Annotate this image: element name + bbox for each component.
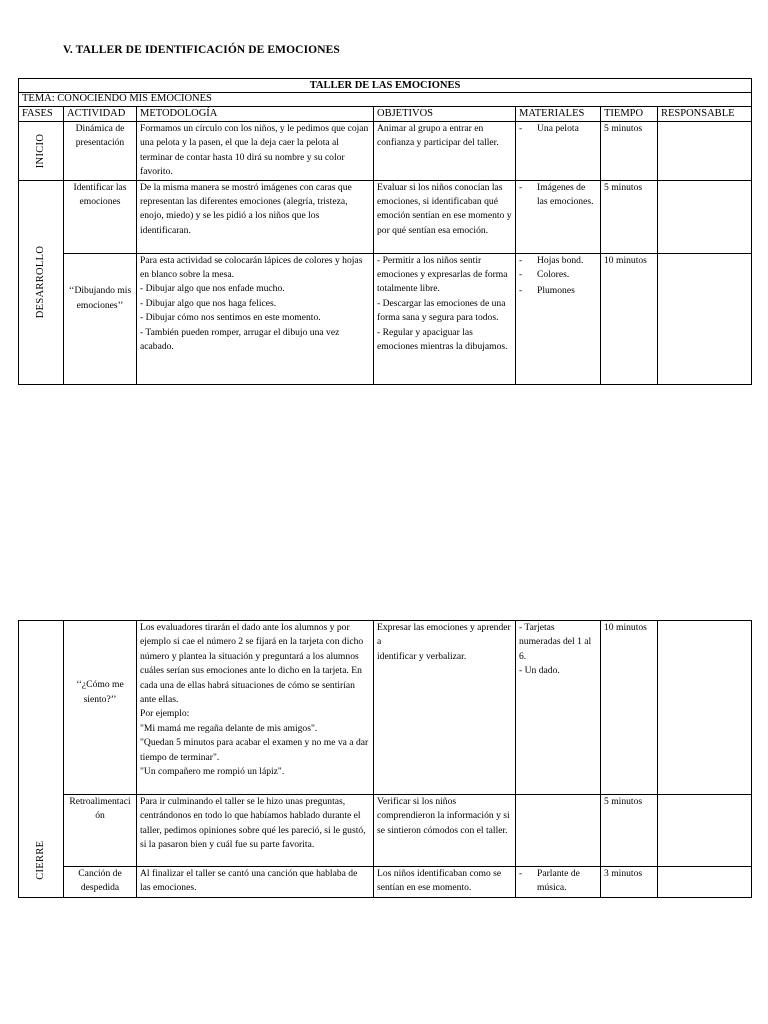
header-actividad: ACTIVIDAD <box>64 107 137 122</box>
header-responsable: RESPONSABLE <box>658 107 752 122</box>
tiempo-cell: 5 minutos <box>601 122 658 181</box>
title-row <box>19 79 752 93</box>
materiales-cell: - Una pelota <box>516 122 601 181</box>
materiales-cell <box>516 795 601 867</box>
materiales-cell: - Parlante de música. <box>516 867 601 898</box>
workshop-table-part-2 <box>18 620 752 898</box>
responsable-cell <box>658 621 752 795</box>
materiales-cell: - Hojas bond. - Colores. - Plumones <box>516 253 601 384</box>
table-row <box>19 795 752 867</box>
header-objetivos: OBJETIVOS <box>374 107 516 122</box>
materiales-cell: - Imágenes de las emociones. <box>516 180 601 253</box>
objetivos-cell: Evaluar si los niños conocían las emociones, si identificaban qué emoción sentían en ese momento y por qué sentían esa emoción. <box>374 180 516 253</box>
materiales-cell: - Tarjetas numeradas del 1 al 6. - Un dado. <box>516 621 601 795</box>
table-row <box>19 621 752 795</box>
table-row <box>19 867 752 898</box>
responsable-cell <box>658 122 752 181</box>
phase-desarrollo: DESARROLLO <box>19 180 64 384</box>
header-metodologia: METODOLOGÍA <box>137 107 374 122</box>
objetivos-cell: - Permitir a los niños sentir emociones y expresarlas de forma totalmente libre. - Descargar las emociones de una forma sana y segura para todos. - Regular y apaciguar las emociones mientras la dibujamos. <box>374 253 516 384</box>
header-materiales: MATERIALES <box>516 107 601 122</box>
metodologia-cell: Los evaluadores tirarán el dado ante los alumnos y por ejemplo si cae el número 2 se fijará en la tarjeta con dicho número y plantea la situación y preguntará a los alumnos cuáles serían sus emociones ante lo dicho en la tarjeta. En cada una de ellas habrá situaciones de cómo se sentirían ante ellas. Por ejemplo: "Mi mamá me regaña delante de mis amigos". "Quedan 5 minutos para acabar el examen y no me va a dar tiempo de terminar". "Un compañero me rompió un lápiz". <box>137 621 374 795</box>
metodologia-cell: De la misma manera se mostró imágenes con caras que representan las diferentes emociones (alegría, tristeza, enojo, miedo) y se les pidió a los niños que los identificaran. <box>137 180 374 253</box>
phase-cierre: CIERRE <box>19 621 64 898</box>
objetivos-cell: Los niños identificaban como se sentían en ese momento. <box>374 867 516 898</box>
responsable-cell <box>658 180 752 253</box>
objetivos-cell: Verificar si los niños comprendieron la información y si se sintieron cómodos con el taller. <box>374 795 516 867</box>
tiempo-cell: 3 minutos <box>601 867 658 898</box>
tiempo-cell: 10 minutos <box>601 253 658 384</box>
phase-inicio: INICIO <box>19 122 64 181</box>
table-row <box>19 253 752 384</box>
responsable-cell <box>658 253 752 384</box>
metodologia-cell: Para ir culminando el taller se le hizo unas preguntas, centrándonos en todo lo que habíamos hablado durante el taller, pedimos opiniones sobre qué les pareció, si le gustó, si la pasaron bien y cuál fue su parte favorita. <box>137 795 374 867</box>
actividad-cell: Canción de despedida <box>64 867 137 898</box>
tiempo-cell: 5 minutos <box>601 180 658 253</box>
header-fases: FASES <box>19 107 64 122</box>
header-tiempo: TIEMPO <box>601 107 658 122</box>
actividad-cell: ‘‘Dibujando mis emociones’’ <box>64 253 137 384</box>
objetivos-cell: Animar al grupo a entrar en confianza y participar del taller. <box>374 122 516 181</box>
responsable-cell <box>658 795 752 867</box>
metodologia-cell: Para esta actividad se colocarán lápices de colores y hojas en blanco sobre la mesa. - Dibujar algo que nos enfade mucho. - Dibujar algo que nos haga felices. - Dibujar cómo nos sentimos en este momento. - También pueden romper, arrugar el dibujo una vez acabado. <box>137 253 374 384</box>
table-row <box>19 122 752 181</box>
table-row <box>19 180 752 253</box>
tema-label: TEMA: CONOCIENDO MIS EMOCIONES <box>19 93 752 107</box>
actividad-cell: Dinámica de presentación <box>64 122 137 181</box>
header-row <box>19 107 752 122</box>
tiempo-cell: 10 minutos <box>601 621 658 795</box>
actividad-cell: ‘‘¿Cómo me siento?’’ <box>64 621 137 795</box>
section-title: V. TALLER DE IDENTIFICACIÓN DE EMOCIONES <box>63 44 340 56</box>
responsable-cell <box>658 867 752 898</box>
actividad-cell: Identificar las emociones <box>64 180 137 253</box>
metodologia-cell: Formamos un círculo con los niños, y le pedimos que cojan una pelota y la pasen, el que la deja caer la pelota al terminar de contar hasta 10 dirá su nombre y su color favorito. <box>137 122 374 181</box>
tema-row <box>19 93 752 107</box>
tiempo-cell: 5 minutos <box>601 795 658 867</box>
workshop-table-part-1 <box>18 78 752 385</box>
table-title: TALLER DE LAS EMOCIONES <box>19 79 752 93</box>
actividad-cell: Retroalimentación <box>64 795 137 867</box>
metodologia-cell: Al finalizar el taller se cantó una canción que hablaba de las emociones. <box>137 867 374 898</box>
objetivos-cell: Expresar las emociones y aprender a identificar y verbalizar. <box>374 621 516 795</box>
